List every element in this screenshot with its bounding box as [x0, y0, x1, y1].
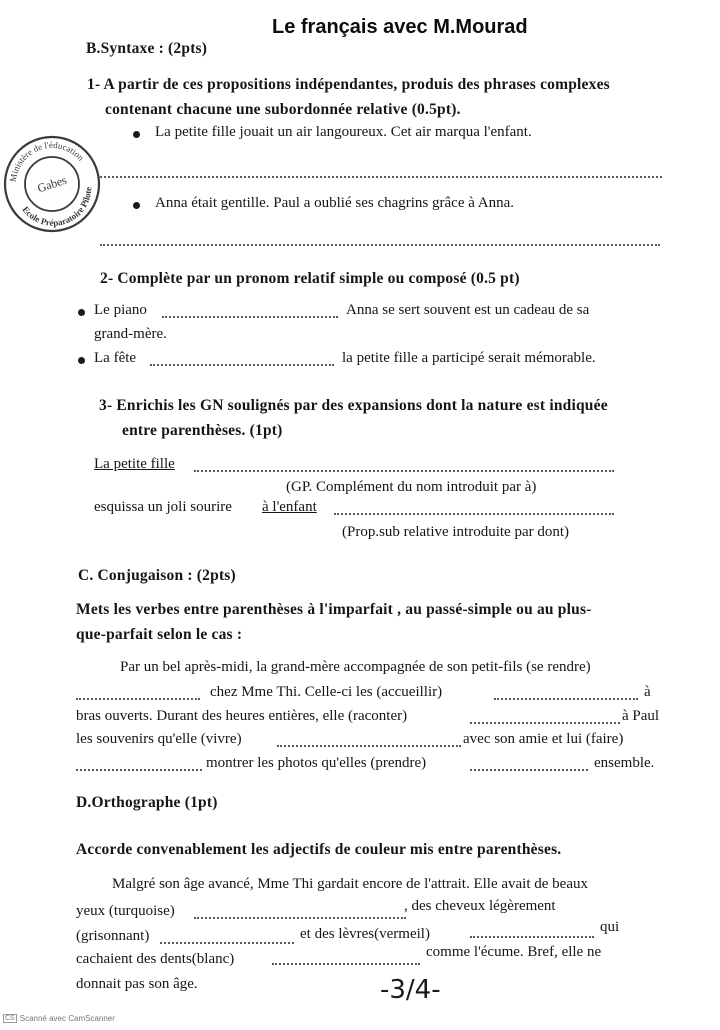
- gn-underlined-2: à l'enfant: [262, 499, 317, 515]
- answer-blank: [470, 769, 588, 771]
- answer-line: [100, 176, 662, 178]
- ortho-text-3c: qui: [600, 919, 620, 935]
- answer-blank: [272, 963, 420, 965]
- ortho-text-4a: cachaient des dents(blanc): [76, 951, 235, 967]
- answer-blank: [470, 936, 594, 938]
- answer-blank: [150, 364, 334, 366]
- q1-item-2: Anna était gentille. Paul a oublié ses chagrins grâce à Anna.: [155, 195, 515, 211]
- q3-hint-2: (Prop.sub relative introduite par dont): [342, 524, 570, 540]
- answer-blank: [277, 745, 461, 747]
- orthographe-heading: D.Orthographe (1pt): [76, 794, 218, 811]
- page-title: Le français avec M.Mourad: [272, 16, 528, 38]
- conj-text-3b: à Paul: [622, 708, 660, 724]
- stamp-seal-icon: [0, 132, 104, 236]
- school-stamp: [0, 132, 104, 236]
- ortho-text-3a: (grisonnant): [76, 928, 150, 944]
- q2-item2-end: la petite fille a participé serait mémorable.: [342, 350, 596, 366]
- conjugaison-instruction-2: que-parfait selon le cas :: [76, 626, 243, 643]
- conj-text-2a: chez Mme Thi. Celle-ci les (accueillir): [210, 684, 443, 700]
- bullet-icon: [133, 202, 140, 209]
- stamp-top-text: Ministère de l'éducation: [7, 139, 87, 183]
- q1-instruction-line2: contenant chacune une subordonnée relative (0.5pt).: [105, 101, 461, 118]
- q3-instruction-line1: 3- Enrichis les GN soulignés par des expansions dont la nature est indiquée: [99, 397, 608, 414]
- q3-instruction-line2: entre parenthèses. (1pt): [122, 422, 283, 439]
- q3-line-b-start: esquissa un joli sourire: [94, 499, 232, 515]
- ortho-text-line-1: Malgré son âge avancé, Mme Thi gardait encore de l'attrait. Elle avait de beaux: [112, 876, 588, 892]
- gn-underlined-1: La petite fille: [94, 456, 175, 472]
- conj-text-5b: ensemble.: [594, 755, 655, 771]
- conjugaison-instruction-1: Mets les verbes entre parenthèses à l'imparfait , au passé-simple ou au plus-: [76, 601, 592, 618]
- answer-blank: [162, 316, 338, 318]
- ortho-text-2b: , des cheveux légèrement: [404, 898, 556, 914]
- scanner-text: Scanné avec CamScanner: [19, 1014, 115, 1023]
- conj-text-line-1: Par un bel après-midi, la grand-mère accompagnée de son petit-fils (se rendre): [120, 659, 591, 675]
- scanner-watermark: [3, 1014, 115, 1023]
- conjugaison-heading: C. Conjugaison : (2pts): [78, 567, 236, 584]
- stamp-bottom-text: Ecole Préparatoire Pilote: [20, 186, 94, 228]
- ortho-text-3b: et des lèvres(vermeil): [300, 926, 430, 942]
- page-number: -3/4-: [380, 975, 441, 1005]
- ortho-text-2a: yeux (turquoise): [76, 903, 175, 919]
- q2-item1-cont: grand-mère.: [94, 326, 167, 342]
- q2-item1-start: Le piano: [94, 302, 147, 318]
- ortho-text-4b: comme l'écume. Bref, elle ne: [426, 944, 602, 960]
- answer-blank: [76, 769, 202, 771]
- orthographe-instruction: Accorde convenablement les adjectifs de couleur mis entre parenthèses.: [76, 841, 562, 858]
- answer-blank: [194, 470, 614, 472]
- conj-text-4b: avec son amie et lui (faire): [463, 731, 624, 747]
- camscanner-icon: CS: [5, 1015, 15, 1022]
- bullet-icon: [78, 309, 85, 316]
- conj-text-4a: les souvenirs qu'elle (vivre): [76, 731, 242, 747]
- q1-item-1: La petite fille jouait un air langoureux. Cet air marqua l'enfant.: [155, 124, 532, 140]
- answer-blank: [160, 942, 294, 944]
- answer-line: [100, 244, 660, 246]
- q1-instruction-line1: 1- A partir de ces propositions indépendantes, produis des phrases complexes: [87, 76, 610, 93]
- stamp-center-text: Gabes: [35, 172, 69, 196]
- bullet-icon: [78, 357, 85, 364]
- q3-hint-1: (GP. Complément du nom introduit par à): [286, 479, 537, 495]
- q2-item1-end: Anna se sert souvent est un cadeau de sa: [346, 302, 590, 318]
- syntaxe-heading: B.Syntaxe : (2pts): [86, 40, 208, 57]
- q2-heading: 2- Complète par un pronom relatif simple ou composé (0.5 pt): [100, 270, 520, 287]
- answer-blank: [470, 722, 620, 724]
- ortho-text-5: donnait pas son âge.: [76, 976, 198, 992]
- conj-text-3a: bras ouverts. Durant des heures entières, elle (raconter): [76, 708, 408, 724]
- bullet-icon: [133, 131, 140, 138]
- answer-blank: [194, 917, 406, 919]
- answer-blank: [494, 698, 638, 700]
- q2-item2-start: La fête: [94, 350, 137, 366]
- conj-text-2b: à: [644, 684, 651, 700]
- conj-text-5a: montrer les photos qu'elles (prendre): [206, 755, 427, 771]
- answer-blank: [76, 698, 200, 700]
- answer-blank: [334, 513, 614, 515]
